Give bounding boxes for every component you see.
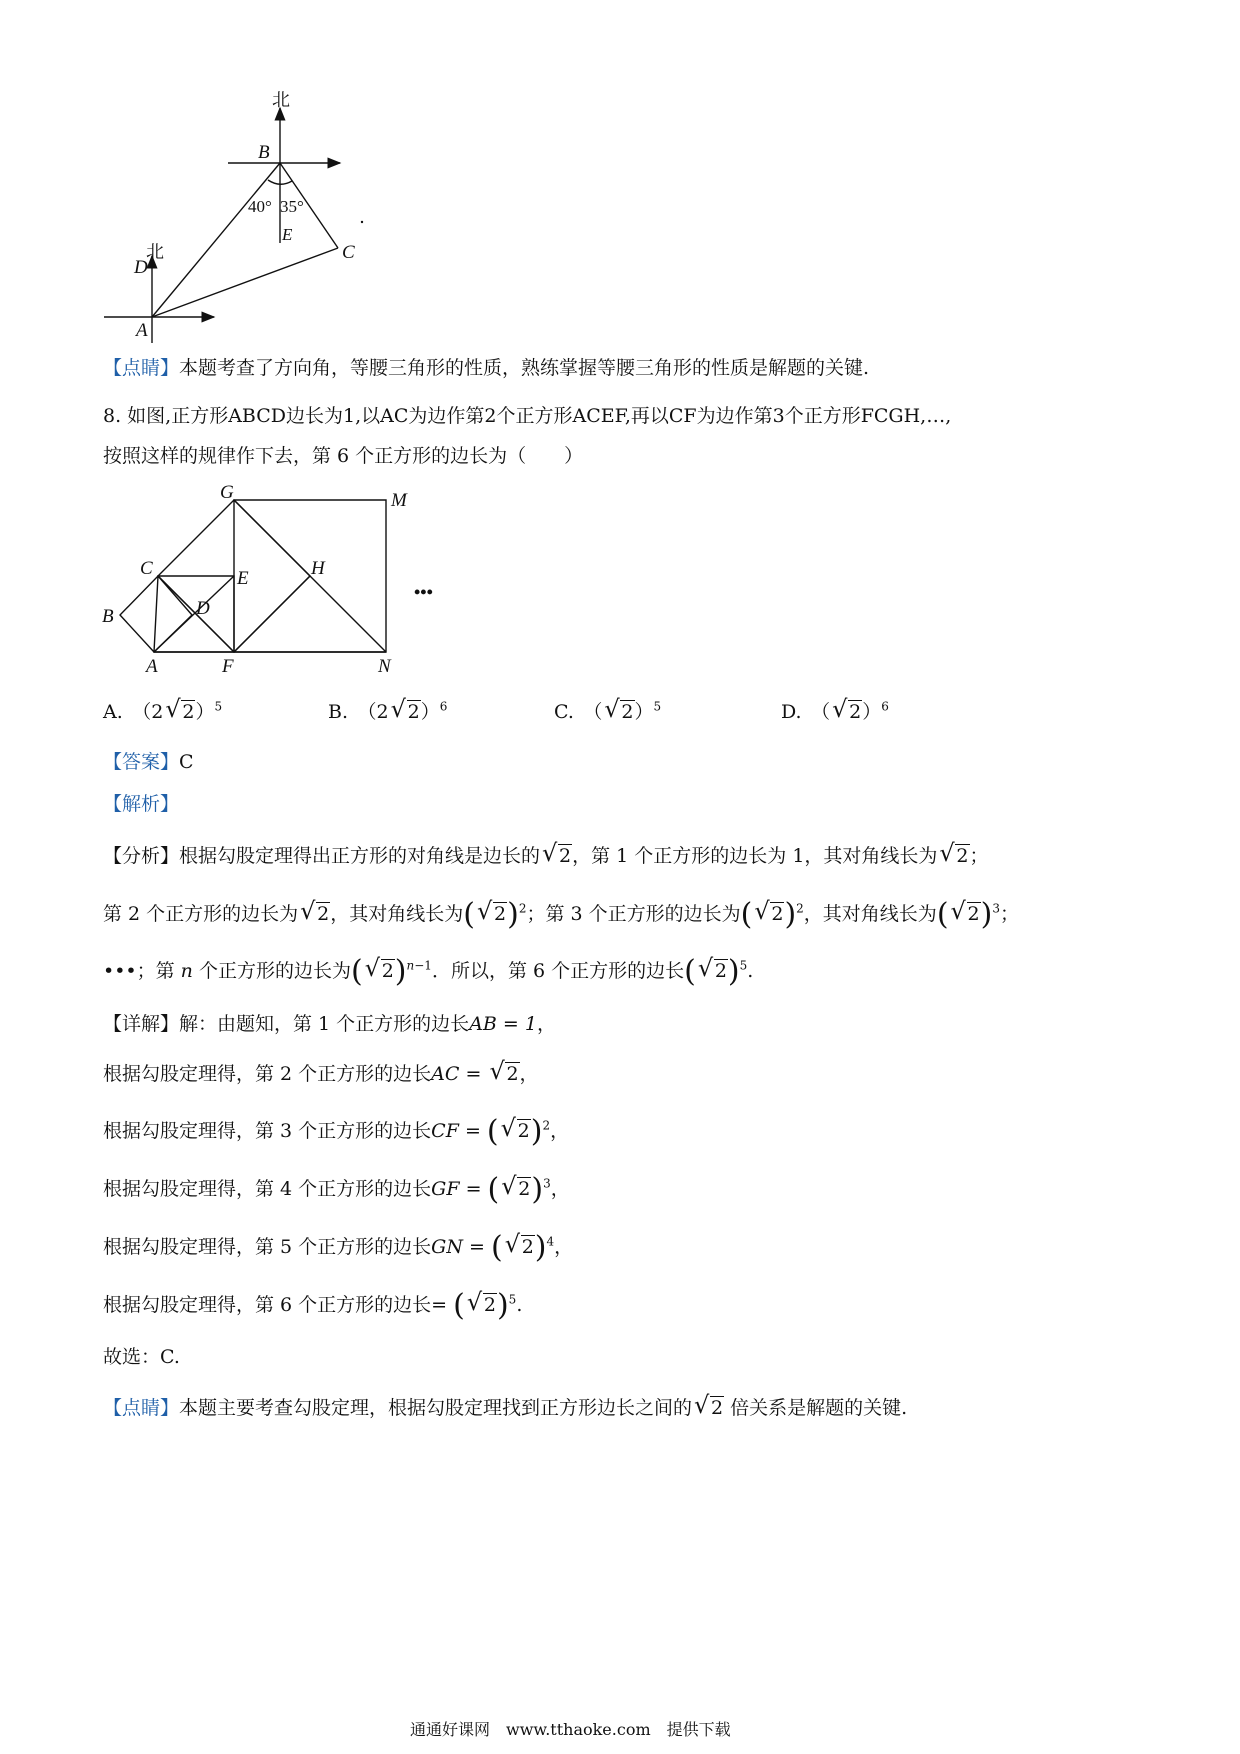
point-e-label: E <box>282 225 293 244</box>
option-d[interactable]: D. （√ 2）$^6$ <box>781 698 889 726</box>
detail-row-4: 根据勾股定理得，第 4 个正方形的边长GF = (√ 2)$^3$， <box>103 1175 570 1203</box>
note-1-bracket: 【点睛】 <box>103 357 180 379</box>
analysis-heading: 【解析】 <box>103 793 180 815</box>
answer-value: C <box>179 751 194 773</box>
point-h-label: H <box>311 558 325 579</box>
point-f-label: F <box>222 656 234 677</box>
point-b2-label: B <box>102 606 114 627</box>
direction-angle-figure <box>100 88 400 378</box>
angle-40-label: 40° <box>248 197 272 216</box>
analysis-line-3: •••；第 n 个正方形的边长为(√ 2)$^{n-1}$．所以，第 6 个正方形的边长(√ 2)$^5$. <box>103 957 753 985</box>
squares-figure <box>100 478 460 678</box>
point-m-label: M <box>391 490 407 511</box>
point-c-label: C <box>342 242 355 263</box>
point-c2-label: C <box>140 558 153 579</box>
angle-35-label: 35° <box>280 197 304 216</box>
continuation-dots: ••• <box>414 582 433 602</box>
note-1 <box>103 354 869 382</box>
point-d-label: D <box>134 257 148 278</box>
note-1-text: 本题考查了方向角，等腰三角形的性质，熟练掌握等腰三角形的性质是解题的关键. <box>179 357 870 379</box>
point-a-label: A <box>136 320 148 341</box>
analysis-line-1: 【分析】根据勾股定理得出正方形的对角线是边长的√ 2，第 1 个正方形的边长为 1，其对角线长为√ 2； <box>103 842 989 870</box>
point-a2-label: A <box>146 656 158 677</box>
detail-row-3: 根据勾股定理得，第 3 个正方形的边长CF = (√ 2)$^2$， <box>103 1117 569 1145</box>
note-2: 【点睛】本题主要考查勾股定理，根据勾股定理找到正方形边长之间的√ 2 倍关系是解题的关键. <box>103 1394 907 1422</box>
north-label-top: 北 <box>272 90 290 110</box>
detail-row-6: 根据勾股定理得，第 6 个正方形的边长= (√ 2)$^5$. <box>103 1291 522 1319</box>
point-n-label: N <box>378 656 391 677</box>
option-b[interactable]: B. （2√ 2）$^6$ <box>328 698 447 726</box>
page-footer: 通通好课网 www.tthaoke.com 提供下载 <box>410 1720 731 1739</box>
detail-line-1: 【详解】解：由题知，第 1 个正方形的边长AB = 1， <box>103 1013 556 1035</box>
point-d2-label: D <box>196 598 210 619</box>
answer-line: 【答案】C <box>103 751 194 773</box>
detail-row-2: 根据勾股定理得，第 2 个正方形的边长AC = √ 2， <box>103 1060 539 1088</box>
option-a[interactable]: A. （2√ 2）$^5$ <box>103 698 222 726</box>
detail-choose: 故选：C. <box>103 1346 180 1368</box>
point-g-label: G <box>220 482 234 503</box>
north-label-left: 北 <box>146 242 164 262</box>
analysis-line-2: 第 2 个正方形的边长为√ 2，其对角线长为(√ 2)$^2$；第 3 个正方形的边长为(√ 2)$^2$，其对角线长为(√ 2)$^3$； <box>103 900 1019 928</box>
detail-row-5: 根据勾股定理得，第 5 个正方形的边长GN = (√ 2)$^4$， <box>103 1233 573 1261</box>
point-e2-label: E <box>237 568 249 589</box>
question-8-line-2: 按照这样的规律作下去，第 6 个正方形的边长为（ ） <box>103 445 584 467</box>
option-c[interactable]: C. （√ 2）$^5$ <box>554 698 661 726</box>
point-b-label: B <box>258 142 270 163</box>
question-8-line-1: 8. 如图,正方形ABCD边长为1,以AC为边作第2个正方形ACEF,再以CF为边作第3个正方形FCGH,…, <box>103 405 952 427</box>
